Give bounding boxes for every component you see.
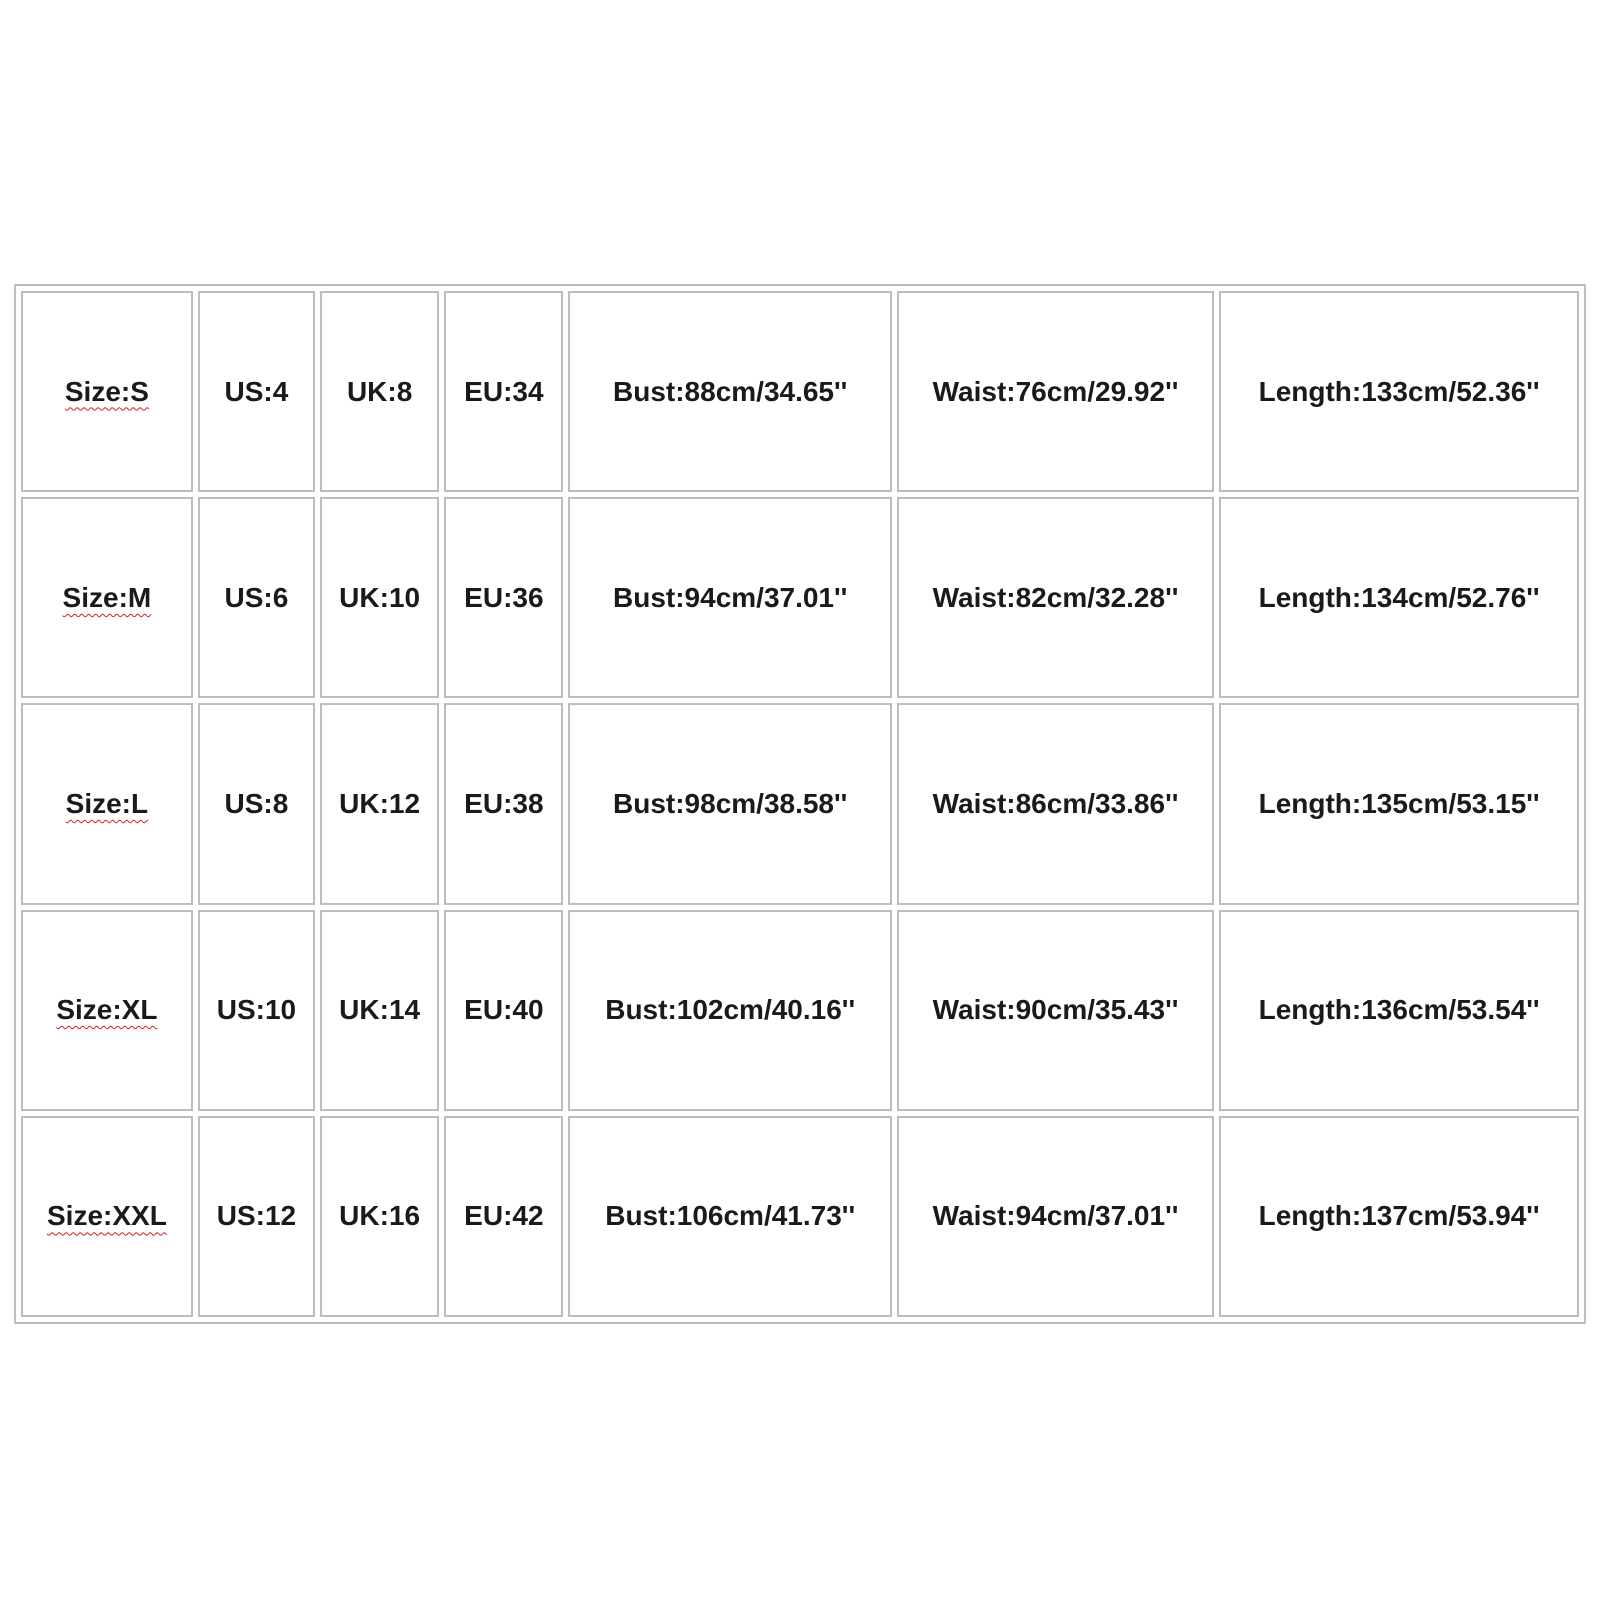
size-cell [21,1116,193,1317]
table-row [21,703,1579,904]
us-size-cell: US:4 [198,291,315,492]
table-row [21,910,1579,1111]
uk-size-cell: UK:8 [320,291,439,492]
table-row [21,1116,1579,1317]
uk-size-cell: UK:16 [320,1116,439,1317]
size-label: Size:XL [56,994,158,1026]
uk-size-cell: UK:10 [320,497,439,698]
table-row [21,497,1579,698]
us-size-cell: US:10 [198,910,315,1111]
length-cell: Length:136cm/53.54'' [1219,910,1579,1111]
size-cell [21,703,193,904]
uk-size-cell: UK:12 [320,703,439,904]
size-cell [21,910,193,1111]
eu-size-cell: EU:40 [444,910,563,1111]
eu-size-cell: EU:36 [444,497,563,698]
bust-cell: Bust:94cm/37.01'' [568,497,891,698]
waist-cell: Waist:86cm/33.86'' [897,703,1214,904]
size-label: Size:M [62,581,152,613]
us-size-cell: US:8 [198,703,315,904]
size-chart-table [14,284,1586,1324]
length-cell: Length:135cm/53.15'' [1219,703,1579,904]
uk-size-cell: UK:14 [320,910,439,1111]
length-cell: Length:137cm/53.94'' [1219,1116,1579,1317]
bust-cell: Bust:98cm/38.58'' [568,703,891,904]
us-size-cell: US:6 [198,497,315,698]
waist-cell: Waist:94cm/37.01'' [897,1116,1214,1317]
waist-cell: Waist:82cm/32.28'' [897,497,1214,698]
bust-cell: Bust:88cm/34.65'' [568,291,891,492]
size-label: Size:S [64,375,149,407]
size-label: Size:XXL [46,1200,167,1232]
size-cell [21,497,193,698]
size-label: Size:L [65,787,149,819]
waist-cell: Waist:90cm/35.43'' [897,910,1214,1111]
waist-cell: Waist:76cm/29.92'' [897,291,1214,492]
bust-cell: Bust:102cm/40.16'' [568,910,891,1111]
length-cell: Length:133cm/52.36'' [1219,291,1579,492]
bust-cell: Bust:106cm/41.73'' [568,1116,891,1317]
table-row [21,291,1579,492]
length-cell: Length:134cm/52.76'' [1219,497,1579,698]
eu-size-cell: EU:38 [444,703,563,904]
us-size-cell: US:12 [198,1116,315,1317]
size-cell [21,291,193,492]
eu-size-cell: EU:42 [444,1116,563,1317]
eu-size-cell: EU:34 [444,291,563,492]
